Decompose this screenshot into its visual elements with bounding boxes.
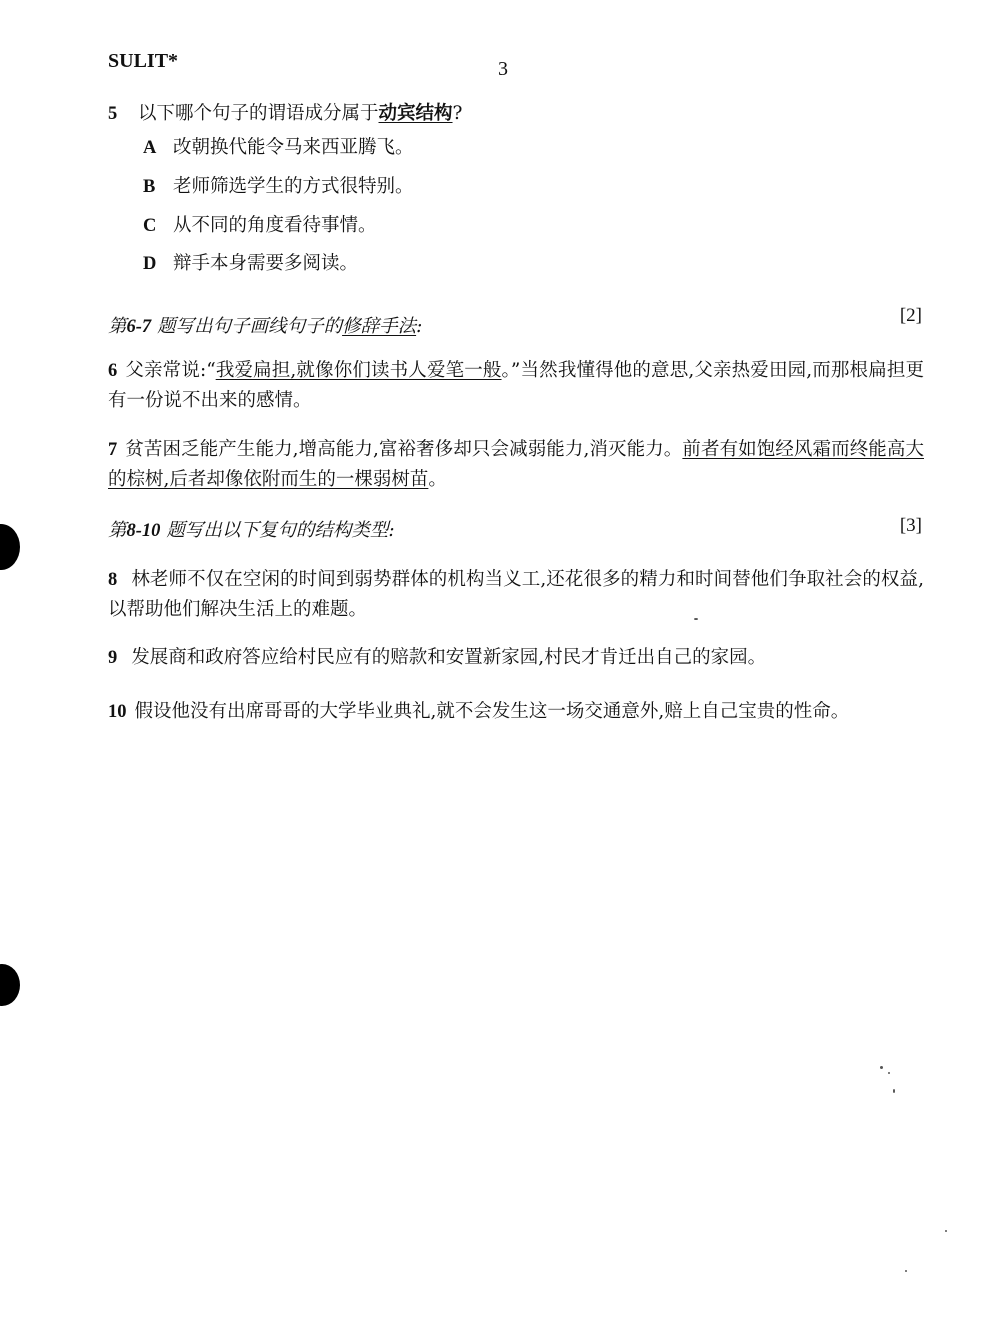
option-b (143, 172, 414, 202)
question-text: 发展商和政府答应给村民应有的赔款和安置新家园,村民才肯迁出自己的家园。 (131, 647, 767, 668)
punch-hole (0, 964, 20, 1006)
question-number: 8 (108, 570, 118, 590)
question-text-rest: 。 (428, 469, 447, 490)
option-a (143, 133, 414, 163)
option-letter: D (143, 254, 157, 274)
option-text: 改朝换代能令马来西亚腾飞。 (173, 137, 414, 158)
question-text: 假设他没有出席哥哥的大学毕业典礼,就不会发生这一场交通意外,赔上自己宝贵的性命。 (134, 701, 850, 722)
scan-speck (905, 1270, 907, 1272)
question-number: 5 (108, 104, 118, 124)
marks-6-7: [2] (899, 305, 922, 326)
option-letter: C (143, 216, 157, 236)
section-heading-8-10 (108, 516, 395, 546)
question-9 (108, 643, 924, 673)
option-text: 老师筛选学生的方式很特别。 (173, 176, 414, 197)
question-text-rest: 。”当然我懂得他的意思,父亲热爱田园,而那根扁担更有一份说不出来的感情。 (108, 360, 924, 411)
question-10 (108, 697, 924, 727)
punch-hole (0, 524, 20, 570)
option-letter: A (143, 138, 157, 158)
section-heading-6-7 (108, 312, 422, 342)
marks-8-10: [3] (899, 515, 922, 536)
heading-text: 题写出以下复句的结构类型: (160, 520, 395, 541)
question-number: 6 (108, 361, 118, 381)
option-text: 从不同的角度看待事情。 (173, 215, 377, 236)
question-text: 父亲常说:“ (125, 360, 216, 381)
question-7 (108, 435, 924, 495)
question-6 (108, 356, 924, 416)
question-number: 9 (108, 648, 118, 668)
heading-text: 题写出句子画线句子的 (151, 316, 343, 337)
underlined-sentence: 我爱扁担,就像你们读书人爱笔一般 (215, 360, 502, 381)
question-text: 贫苦困乏能产生能力,增高能力,富裕奢侈却只会减弱能力,消灭能力。 (125, 439, 683, 460)
option-letter: B (143, 177, 156, 197)
question-8 (108, 565, 924, 625)
scan-speck (945, 1230, 947, 1232)
option-d (143, 249, 358, 279)
scan-speck (893, 1089, 895, 1093)
heading-prefix: 第 (108, 520, 127, 541)
heading-prefix: 第 (108, 316, 127, 337)
scan-speck (694, 618, 698, 620)
heading-range: 8-10 (126, 521, 161, 541)
scan-speck (880, 1066, 883, 1069)
heading-colon: : (416, 316, 423, 337)
question-text: 林老师不仅在空闲的时间到弱势群体的机构当义工,还花很多的精力和时间替他们争取社会的权益,以帮助他们解决生活上的难题。 (108, 569, 924, 620)
question-5 (108, 99, 462, 129)
key-term: 动宾结构 (378, 103, 453, 124)
heading-range: 6-7 (126, 317, 152, 337)
question-number: 10 (108, 702, 127, 722)
question-number: 7 (108, 440, 118, 460)
question-stem: 以下哪个句子的谓语成分属于 (138, 103, 379, 124)
scan-speck (888, 1072, 890, 1074)
header-label: SULIT* (108, 50, 179, 72)
option-c (143, 211, 377, 241)
option-text: 辩手本身需要多阅读。 (173, 253, 359, 274)
page-number: 3 (498, 58, 508, 80)
heading-key: 修辞手法 (342, 316, 417, 337)
question-mark: ? (452, 103, 463, 124)
underlined-sentence: 前者有如饱经风霜而终能高大的棕树,后者却像依附而生的一棵弱树苗 (108, 439, 924, 490)
